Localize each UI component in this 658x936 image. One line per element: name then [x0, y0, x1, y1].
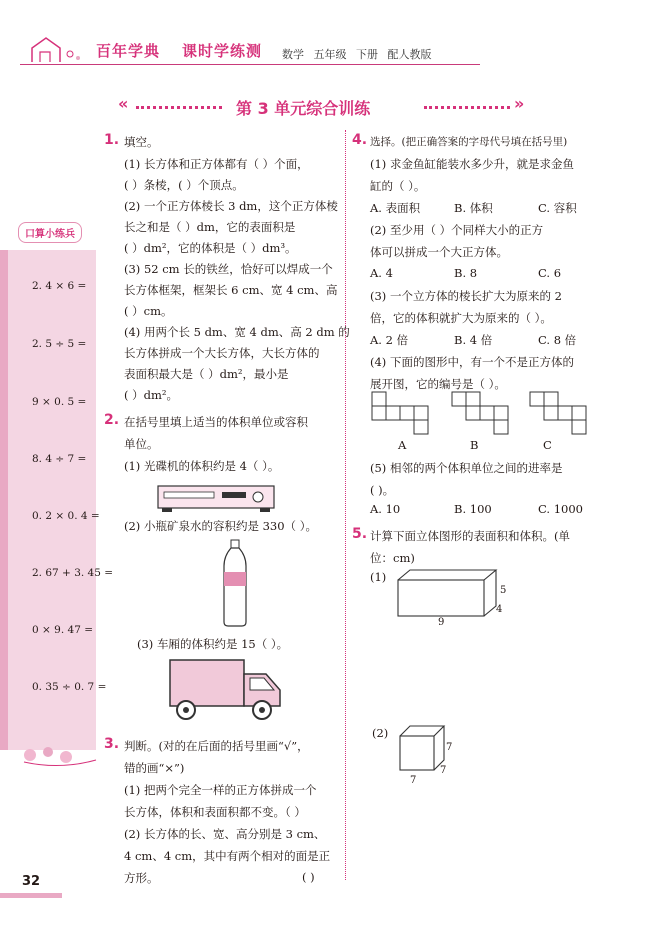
house-logo-icon	[28, 34, 88, 66]
dvd-player-image	[156, 480, 276, 514]
option: C. 容积	[538, 201, 577, 215]
brand-name: 百年学典	[96, 42, 161, 60]
flower-decoration-icon	[20, 740, 100, 770]
dimension-width: 4	[496, 604, 503, 615]
oral-item: 2. 67 + 3. 45 =	[32, 567, 114, 579]
figure-label: (2)	[372, 726, 389, 740]
cuboid-figure	[396, 568, 503, 620]
q4-line: (4) 下面的图形中，有一个不是正方体的	[370, 355, 574, 369]
q1-line: (1) 长方体和正方体都有（ ）个面，	[124, 157, 309, 171]
q4-line: 倍，它的体积就扩大为原来的（ ）。	[370, 311, 552, 325]
dimension-edge: 7	[440, 765, 447, 776]
net-label: A	[398, 438, 407, 452]
question-title: 选择。(把正确答案的字母代号填在括号里)	[370, 136, 568, 148]
q2-item: (2) 小瓶矿泉水的容积约是 330（ ）。	[124, 519, 317, 533]
header-rule	[20, 64, 480, 65]
chevron-left-icon: «	[118, 94, 129, 113]
oral-item: 8. 4 ÷ 7 =	[32, 453, 87, 465]
oral-practice-sidebar	[0, 250, 96, 750]
q4-line: ( )。	[370, 483, 395, 497]
q1-line: (4) 用两个长 5 dm、宽 4 dm、高 2 dm 的	[124, 325, 350, 339]
q1-line: 长方体拼成一个大长方体，大长方体的	[124, 346, 320, 360]
q1-line: ( ）条棱，( ）个顶点。	[124, 178, 244, 192]
q3-line: 4 cm、4 cm，其中有两个相对的面是正	[124, 849, 331, 863]
answer-bracket[interactable]: ( )	[302, 870, 315, 884]
q1-line: ( ）dm²，它的体积是（ ）dm³。	[124, 241, 297, 255]
dimension-height: 5	[500, 585, 507, 596]
oral-item: 0 × 9. 47 =	[32, 624, 94, 636]
oral-item: 2. 5 ÷ 5 =	[32, 338, 87, 350]
dotted-rule-left	[136, 106, 222, 109]
question-number: 3.	[104, 736, 120, 752]
question-title: 填空。	[124, 135, 159, 149]
q4-line: 缸的（ ）。	[370, 179, 426, 193]
q1-line: (3) 52 cm 长的铁丝，恰好可以焊成一个	[124, 262, 333, 276]
option: A. 10	[370, 502, 401, 516]
option: A. 表面积	[370, 201, 421, 215]
option: B. 体积	[454, 201, 493, 215]
option: B. 8	[454, 266, 478, 280]
option: C. 8 倍	[538, 333, 577, 347]
q4-line: 体可以拼成一个大正方体。	[370, 245, 508, 259]
q2-item: (3) 车厢的体积约是 15（ ）。	[137, 637, 289, 651]
q1-line: ( ）dm²。	[124, 388, 179, 402]
column-divider	[345, 130, 346, 880]
oral-practice-heading: 口算小练兵	[18, 222, 82, 243]
dimension-length: 9	[438, 617, 445, 628]
option: C. 6	[538, 266, 562, 280]
cube-nets-figure	[370, 390, 590, 440]
page-number: 32	[22, 874, 41, 889]
dimension-edge: 7	[446, 742, 453, 753]
q4-line: (3) 一个立方体的棱长扩大为原来的 2	[370, 289, 562, 303]
oral-item: 9 × 0. 5 =	[32, 396, 87, 408]
sidebar-strip	[0, 250, 8, 750]
series-name: 课时学练测	[182, 42, 263, 60]
question-number: 5.	[352, 526, 368, 542]
figure-label: (1)	[370, 570, 387, 584]
q4-line: 展开图，它的编号是（ ）。	[370, 377, 506, 391]
chevron-right-icon: »	[514, 94, 525, 113]
book-meta: 数学 五年级 下册 配人教版	[282, 48, 432, 61]
q1-line: 长之和是（ ）dm，它的表面积是	[124, 220, 296, 234]
question-title: 判断。(对的在后面的括号里画“√”，	[124, 739, 309, 753]
option: C. 1000	[538, 502, 583, 516]
oral-item: 0. 35 ÷ 0. 7 =	[32, 681, 107, 693]
q2-item: (1) 光碟机的体积约是 4（ ）。	[124, 459, 280, 473]
question-title: 计算下面立体图形的表面积和体积。(单	[370, 529, 570, 543]
q3-line: (1) 把两个完全一样的正方体拼成一个	[124, 783, 317, 797]
net-label: B	[470, 438, 479, 452]
question-number: 1.	[104, 132, 120, 148]
q1-line: ( ）cm。	[124, 304, 173, 318]
question-number: 2.	[104, 412, 120, 428]
page-number-bar	[0, 893, 62, 898]
q1-line: 长方体框架，框架长 6 cm、宽 4 cm、高	[124, 283, 338, 297]
net-label: C	[543, 438, 552, 452]
question-title-cont: 错的画“×”)	[124, 761, 185, 775]
q3-line: 长方体，体积和表面积都不变。（ ）	[124, 805, 306, 819]
question-title-cont: 单位。	[124, 437, 159, 451]
oral-item: 2. 4 × 6 =	[32, 280, 87, 292]
truck-image	[166, 656, 286, 722]
q1-line: 表面积最大是（ ）dm²，最小是	[124, 367, 289, 381]
q4-line: (2) 至少用（ ）个同样大小的正方	[370, 223, 544, 237]
q4-line: (1) 求金鱼缸能装水多少升，就是求金鱼	[370, 157, 574, 171]
question-number: 4.	[352, 132, 368, 148]
option: B. 4 倍	[454, 333, 493, 347]
option: A. 4	[370, 266, 393, 280]
water-bottle-image	[220, 538, 250, 628]
dimension-edge: 7	[410, 775, 417, 786]
dotted-rule-right	[424, 106, 510, 109]
question-title-cont: 位：cm)	[370, 551, 415, 565]
section-title: 第 3 单元综合训练	[236, 99, 371, 118]
q3-line: 方形。	[124, 871, 159, 885]
question-title: 在括号里填上适当的体积单位或容积	[124, 415, 308, 429]
page-header	[0, 0, 658, 78]
q1-line: (2) 一个正方体棱长 3 dm，这个正方体棱	[124, 199, 338, 213]
option: A. 2 倍	[370, 333, 409, 347]
option: B. 100	[454, 502, 492, 516]
section-title-bar	[0, 92, 658, 122]
q3-line: (2) 长方体的长、宽、高分别是 3 cm、	[124, 827, 326, 841]
cube-figure	[398, 724, 446, 774]
oral-item: 0. 2 × 0. 4 =	[32, 510, 100, 522]
q4-line: (5) 相邻的两个体积单位之间的进率是	[370, 461, 563, 475]
